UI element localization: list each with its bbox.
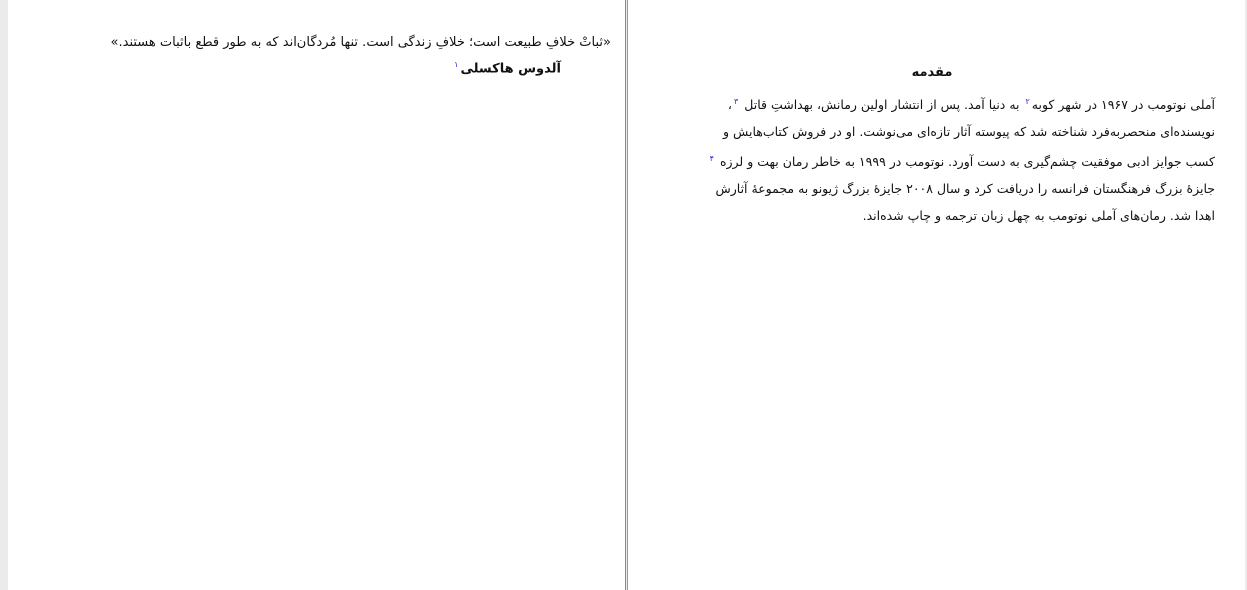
footnote-marker[interactable]: ۲ bbox=[1025, 97, 1030, 106]
line-text: به دنیا آمد. پس از انتشار اولین رمانش، بهداشتِ قاتل bbox=[744, 97, 1024, 113]
epigraph-quote: «ثباتْ خلافِ طبیعت است؛ خلافِ زندگی است. تنها مُردگان‌اند که به طور قطع باثبات هستند.» bbox=[110, 35, 611, 50]
line-text: آملی نوتومب در ۱۹۶۷ در شهر کوبه bbox=[1031, 97, 1215, 113]
paragraph-line bbox=[649, 145, 1215, 175]
paragraph-line: جایزهٔ بزرگ فرهنگستان فرانسه را دریافت کرد و سال ۲۰۰۸ جایزهٔ بزرگ ژیونو به مجموعهٔ آثارش bbox=[715, 181, 1215, 197]
line-text: ، bbox=[727, 97, 732, 113]
footnote-marker[interactable]: ۴ bbox=[709, 154, 714, 164]
paragraph-line: اهدا شد. رمان‌های آملی نوتومب به چهل زبان ترجمه و چاپ شده‌اند. bbox=[862, 208, 1215, 224]
paragraph-line: نویسنده‌ای منحصربه‌فرد شناخته شد که پیوسته آثار تازه‌ای می‌نوشت. او در فروش کتاب‌هایش و bbox=[723, 124, 1215, 140]
footnote-marker[interactable]: ۱ bbox=[454, 60, 459, 69]
epigraph bbox=[31, 32, 611, 80]
footnote-marker[interactable]: ۳ bbox=[733, 97, 739, 106]
introduction-paragraph bbox=[649, 88, 1215, 229]
epigraph-author bbox=[31, 54, 611, 80]
left-page bbox=[8, 0, 626, 590]
author-name: آلدوس هاکسلی bbox=[460, 61, 561, 77]
right-page bbox=[627, 0, 1245, 590]
line-text: کسب جوایز ادبی موفقیت چشم‌گیری به دست آورد. نوتومب در ۱۹۹۹ به خاطر رمان بهت و لرزه bbox=[719, 154, 1215, 170]
section-heading: مقدمه bbox=[911, 65, 953, 80]
paragraph-line bbox=[649, 88, 1215, 118]
introduction-section bbox=[649, 62, 1215, 229]
